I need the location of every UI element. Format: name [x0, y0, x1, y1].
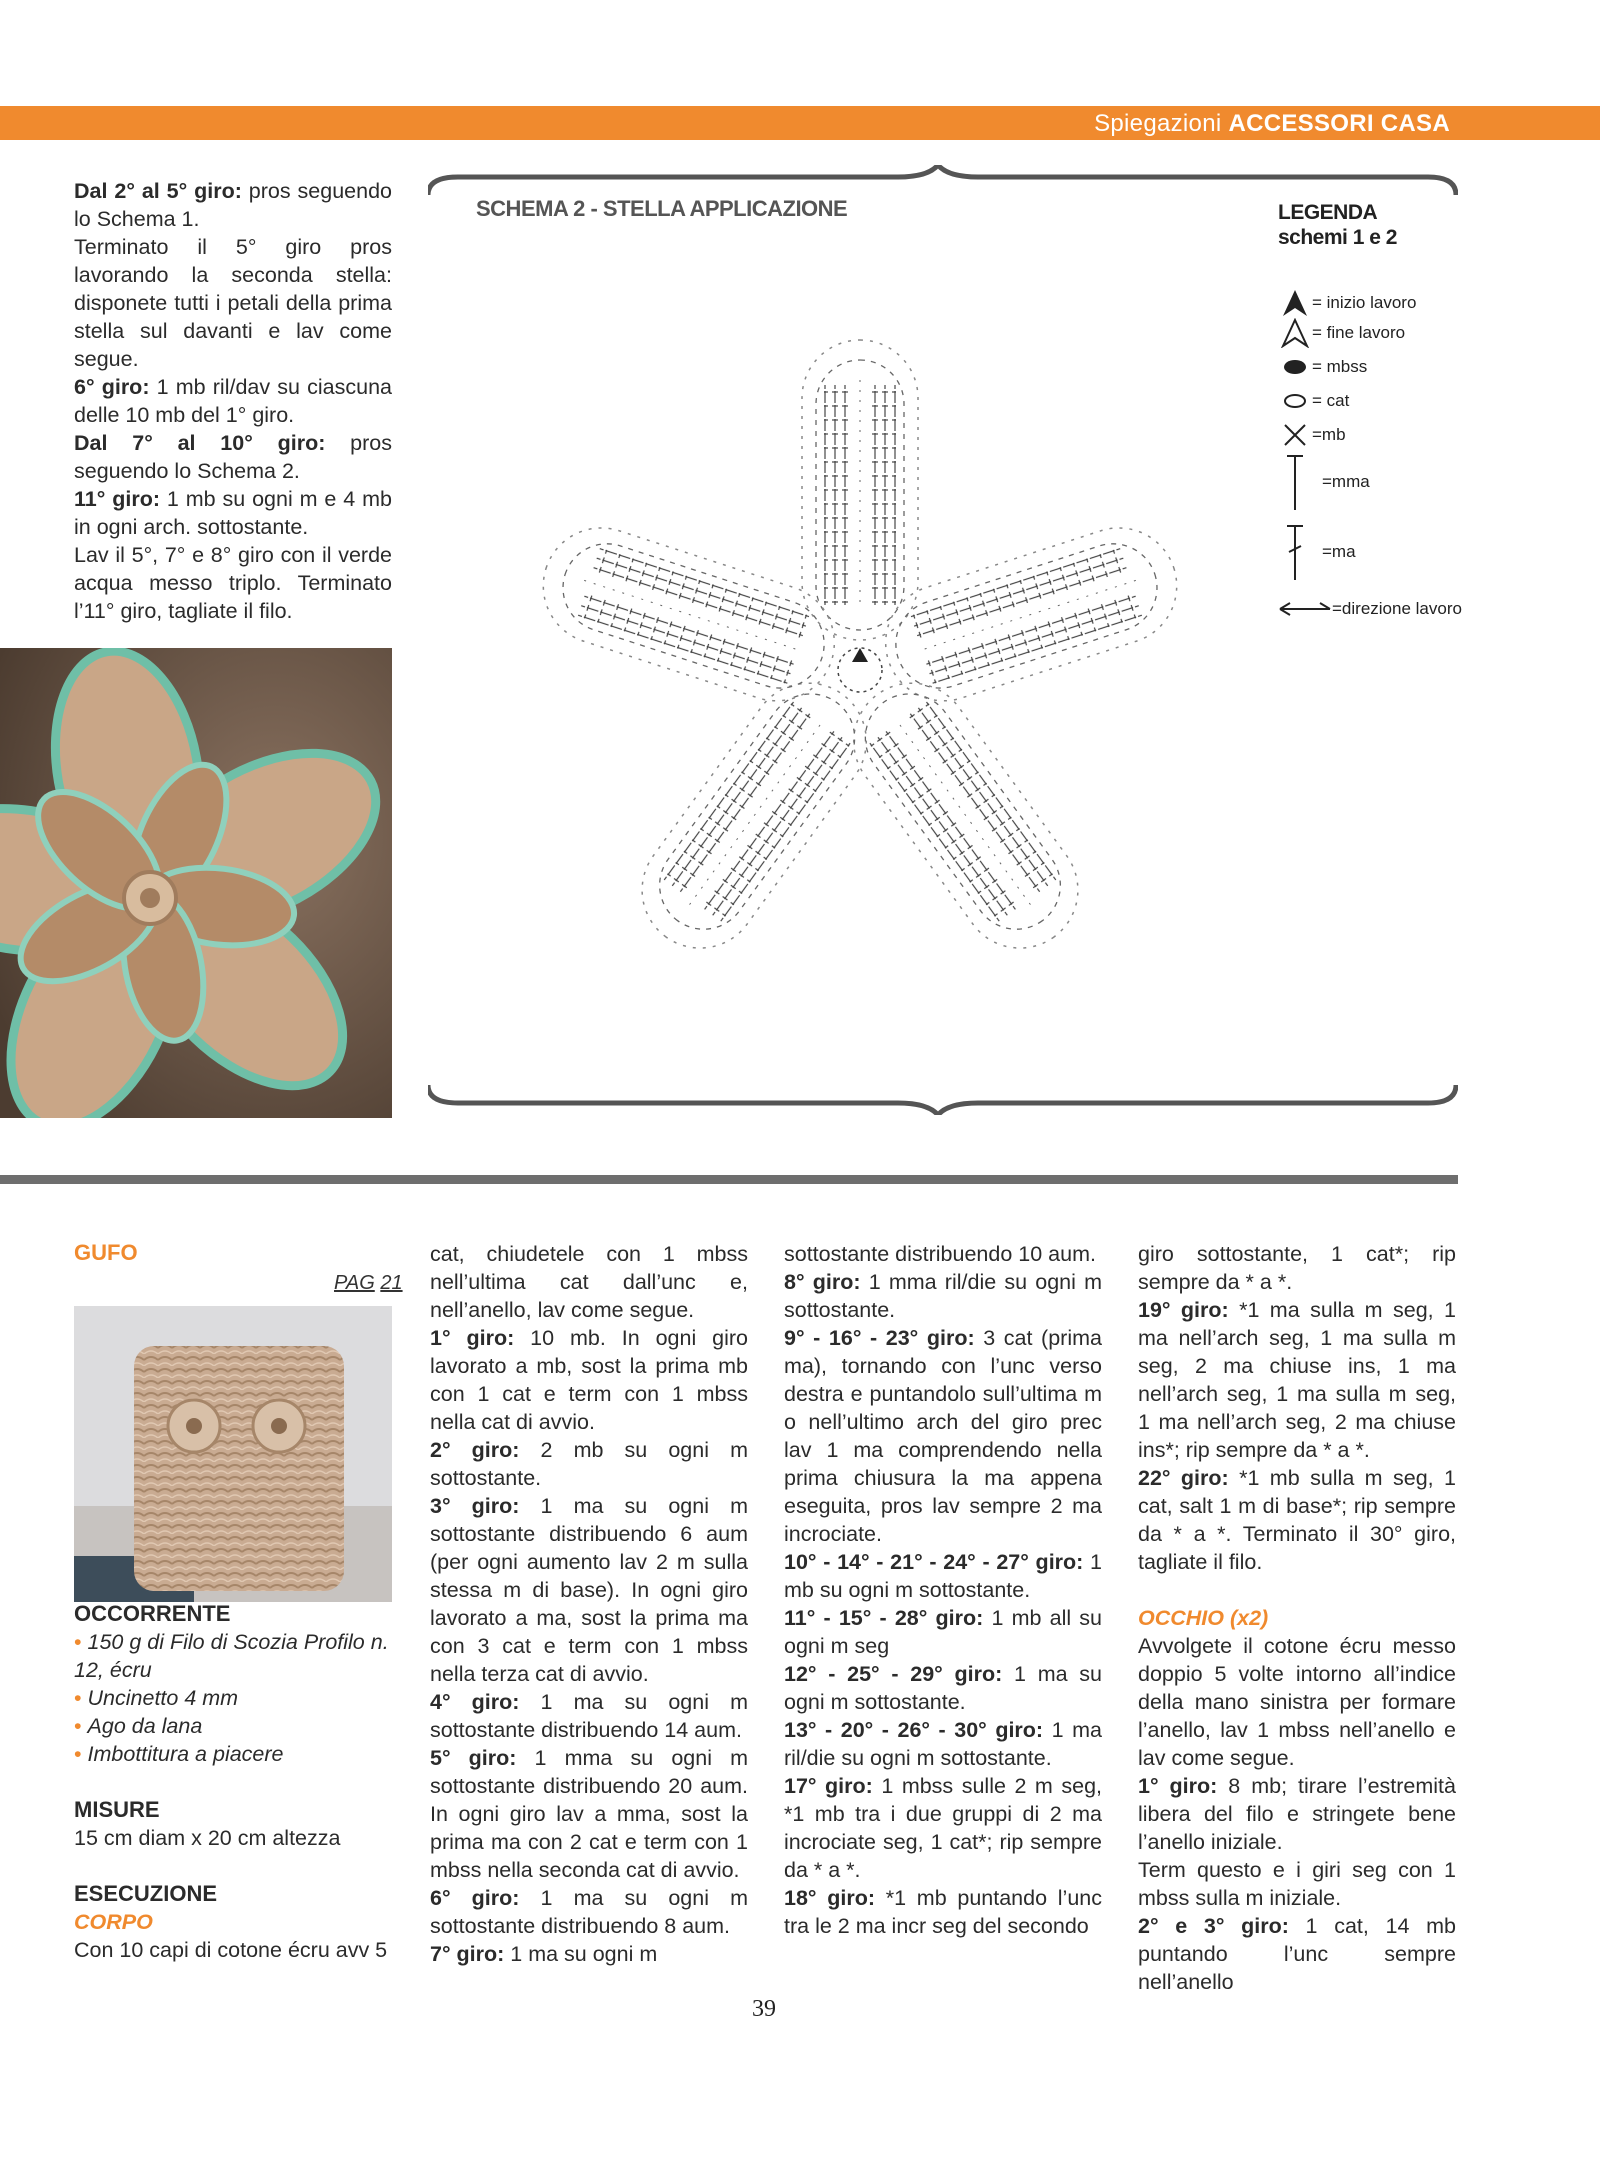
list-item: • Uncinetto 4 mm: [74, 1686, 239, 1710]
paragraph: [430, 1436, 748, 1492]
list-item: • Ago da lana: [74, 1714, 203, 1738]
para-bold: 8° giro:: [784, 1270, 861, 1294]
paragraph: [74, 485, 392, 541]
page-number: 39: [752, 1996, 776, 2022]
para-text: 3 cat (prima ma), tornando con l’unc verso destra e puntandolo sull’ultima m o nell’ultimo arch del giro prec lav 1 ma comprendendo nella prima chiusura la ma appena eseguita, pros lav sempre 2 ma incrociate.: [784, 1326, 1102, 1546]
filled-arrow-icon: [1278, 288, 1312, 318]
header-section: ACCESSORI CASA: [1228, 110, 1450, 137]
para-bold: 5° giro:: [430, 1746, 517, 1770]
top-left-text: [74, 177, 392, 625]
outline-oval-icon: [1278, 386, 1312, 416]
para-text: 1 ma su ogni m sottostante distribuendo 8 aum.: [430, 1886, 748, 1938]
paragraph: [1138, 1632, 1456, 1772]
paragraph: [430, 1492, 748, 1688]
legend-title: LEGENDA: [1278, 201, 1378, 224]
paragraph: [1138, 1912, 1456, 1996]
para-bold: 3° giro:: [430, 1494, 520, 1518]
paragraph: [784, 1604, 1102, 1660]
para-text: giro sottostante, 1 cat*; rip sempre da * a *.: [1138, 1242, 1456, 1294]
paragraph: [74, 429, 392, 485]
para-text: *1 mb puntando l’unc tra le 2 ma incr seg del secondo: [784, 1886, 1102, 1938]
header-bar: [0, 106, 1600, 140]
outline-arrow-icon: [1278, 318, 1312, 348]
para-bold: Dal 7° al 10° giro:: [74, 431, 326, 455]
occorrente-title: OCCORRENTE: [74, 1601, 231, 1626]
paragraph: [784, 1772, 1102, 1884]
para-text: *1 mb sulla m seg, 1 cat, salt 1 m di base*; rip sempre da * a *. Terminato il 30° giro, tagliate il filo.: [1138, 1466, 1456, 1574]
para-text: 1 mma su ogni m sottostante distribuendo 20 aum. In ogni giro lav a mma, sost la prima ma con 2 cat e term con 1 mbss nella seconda cat di avvio.: [430, 1746, 748, 1882]
paragraph: [430, 1240, 748, 1324]
para-bold: 6° giro:: [430, 1886, 520, 1910]
para-text: 10 mb. In ogni giro lavorato a mb, sost la prima mb con 1 cat e term con 1 mbss nella cat di avvio.: [430, 1326, 749, 1434]
para-bold: 11° - 15° - 28° giro:: [784, 1606, 984, 1630]
legend-label: =mb: [1312, 425, 1346, 444]
paragraph: [1138, 1296, 1456, 1464]
pag-label: PAG: [334, 1272, 375, 1294]
gufo-column-4: [1138, 1240, 1456, 1996]
paragraph: [74, 233, 392, 373]
para-text: 1 ma su ogni m: [504, 1942, 658, 1966]
filled-oval-icon: [1278, 352, 1312, 382]
double-arrow-icon: [1278, 594, 1332, 624]
para-text: 1 mma ril/die su ogni m sottostante.: [784, 1270, 1103, 1322]
misure-text: 15 cm diam x 20 cm altezza: [74, 1826, 341, 1850]
para-bold: 2° giro:: [430, 1438, 520, 1462]
list-item-text: Imbottitura a piacere: [87, 1742, 284, 1766]
para-bold: 17° giro:: [784, 1774, 873, 1798]
cross-icon: [1278, 420, 1312, 450]
para-text: pros seguendo lo Schema 1.: [74, 179, 392, 231]
para-bold: 1° giro:: [430, 1326, 515, 1350]
paragraph: [784, 1716, 1102, 1772]
list-item-text: Uncinetto 4 mm: [87, 1686, 239, 1710]
legend-row: [1278, 318, 1405, 348]
paragraph: [430, 1884, 748, 1940]
para-bold: 13° - 20° - 26° - 30° giro:: [784, 1718, 1044, 1742]
para-text: pros seguendo lo Schema 2.: [74, 431, 392, 483]
para-text: 1 mb ril/dav su ciascuna delle 10 mb del 1° giro.: [74, 375, 393, 427]
para-text: Terminato il 5° giro pros lavorando la seconda stella: disponete tutti i petali della prima stella sul davanti e lav come segue.: [74, 235, 392, 371]
legend-label: =direzione lavoro: [1332, 599, 1462, 618]
paragraph: [430, 1688, 748, 1744]
crochet-flower-photo: [0, 648, 392, 1118]
pag-number: 21: [380, 1272, 403, 1294]
para-text: *1 ma sulla m seg, 1 ma nell’arch seg, 1 ma sulla m seg, 2 ma chiuse ins, 1 ma nell’arch seg, 1 ma sulla m seg, 1 ma nell’arch seg, 2 ma chiuse ins*; rip sempre da * a *.: [1138, 1298, 1456, 1462]
para-text: 1 mb su ogni m sottostante.: [784, 1550, 1102, 1602]
corpo-text: Con 10 capi di cotone écru avv 5: [74, 1938, 388, 1962]
paragraph: [430, 1940, 748, 1968]
para-bold: 9° - 16° - 23° giro:: [784, 1326, 975, 1350]
para-bold: 22° giro:: [1138, 1466, 1229, 1490]
esecuzione-title: ESECUZIONE: [74, 1881, 218, 1906]
tall-t-icon: [1278, 452, 1312, 512]
legend-row: [1278, 452, 1370, 512]
paragraph: [74, 541, 392, 625]
paragraph: [784, 1324, 1102, 1548]
schema-title: SCHEMA 2 - STELLA APPLICAZIONE: [476, 196, 848, 221]
paragraph: [784, 1240, 1102, 1268]
para-bold: 19° giro:: [1138, 1298, 1229, 1322]
misure-title: MISURE: [74, 1797, 160, 1822]
header-title: [1094, 110, 1450, 138]
list-item-text: 150 g di Filo di Scozia Profilo n. 12, écru: [74, 1630, 389, 1682]
para-bold: 1° giro:: [1138, 1774, 1218, 1798]
paragraph: [1138, 1240, 1456, 1296]
paragraph: [430, 1744, 748, 1884]
para-text: 1 ma su ogni m sottostante distribuendo 6 aum (per ogni aumento lav 2 m sulla stessa m di base). In ogni giro lavorato a ma, sost la prima ma con 3 cat e term con 1 mbss nella terza cat di avvio.: [430, 1494, 748, 1686]
para-bold: 12° - 25° - 29° giro:: [784, 1662, 1003, 1686]
legend: [1278, 200, 1478, 618]
star-diagram: [420, 240, 1280, 1080]
legend-row: [1278, 594, 1462, 624]
para-text: 1 mb su ogni m e 4 mb in ogni arch. sottostante.: [74, 487, 392, 539]
para-text: 1 ma ril/die su ogni m sottostante.: [784, 1718, 1103, 1770]
legend-subtitle: schemi 1 e 2: [1278, 226, 1397, 249]
section-divider: [0, 1175, 1458, 1184]
para-text: cat, chiudetele con 1 mbss nell’ultima cat dall’unc e, nell’anello, lav come segue.: [430, 1242, 748, 1322]
paragraph: [1138, 1772, 1456, 1856]
legend-label: = inizio lavoro: [1312, 293, 1417, 312]
para-text: 1 mbss sulle 2 m seg, *1 mb tra i due gruppi di 2 ma incrociate seg, 1 cat*; rip sempre da * a *.: [784, 1774, 1102, 1882]
paragraph: [784, 1268, 1102, 1324]
paragraph: [74, 373, 392, 429]
para-text: 1 cat, 14 mb puntando l’unc sempre nell’anello: [1138, 1914, 1456, 1994]
occhio-title: OCCHIO (x2): [1138, 1606, 1269, 1630]
list-item: • Imbottitura a piacere: [74, 1742, 284, 1766]
para-text: 2 mb su ogni m sottostante.: [430, 1438, 748, 1490]
para-text: 1 ma su ogni m sottostante.: [784, 1662, 1103, 1714]
legend-row: [1278, 288, 1416, 318]
paragraph: [1138, 1464, 1456, 1576]
gufo-column-3: [784, 1240, 1102, 1940]
paragraph: [784, 1884, 1102, 1940]
para-bold: 4° giro:: [430, 1690, 520, 1714]
para-bold: 18° giro:: [784, 1886, 876, 1910]
paragraph: [784, 1660, 1102, 1716]
para-text: 1 mb all su ogni m seg: [784, 1606, 1102, 1658]
legend-label: = cat: [1312, 391, 1350, 410]
gufo-title: GUFO: [74, 1240, 138, 1265]
paragraph: [784, 1548, 1102, 1604]
legend-row: [1278, 522, 1356, 582]
para-text: Avvolgete il cotone écru messo doppio 5 volte intorno all’indice della mano sinistra per formare l’anello, lav 1 mbss nell’anello e lav come segue.: [1138, 1634, 1456, 1770]
para-text: 1 ma su ogni m sottostante distribuendo 14 aum.: [430, 1690, 748, 1742]
para-bold: Dal 2° al 5° giro:: [74, 179, 242, 203]
list-item-text: Ago da lana: [87, 1714, 203, 1738]
gufo-column-2: [430, 1240, 748, 1968]
para-text: Term questo e i giri seg con 1 mbss sulla m iniziale.: [1138, 1858, 1456, 1910]
legend-label: = mbss: [1312, 357, 1368, 376]
para-bold: 7° giro:: [430, 1942, 505, 1966]
legend-row: [1278, 420, 1346, 450]
para-text: sottostante distribuendo 10 aum.: [784, 1242, 1096, 1266]
corpo-title: CORPO: [74, 1910, 153, 1934]
para-text: 8 mb; tirare l’estremità libera del filo e stringete bene l’anello iniziale.: [1138, 1774, 1456, 1854]
list-item: • 150 g di Filo di Scozia Profilo n. 12, écru: [74, 1630, 389, 1682]
header-prefix: Spiegazioni: [1094, 110, 1222, 137]
legend-label: =mma: [1322, 472, 1370, 491]
legend-row: [1278, 352, 1367, 382]
paragraph: [1138, 1856, 1456, 1912]
paragraph: [430, 1324, 748, 1436]
legend-row: [1278, 386, 1349, 416]
gufo-column-1: [74, 1600, 392, 1964]
para-text: Lav il 5°, 7° e 8° giro con il verde acqua messo triplo. Terminato l’11° giro, tagliate il filo.: [74, 543, 392, 623]
legend-label: = fine lavoro: [1312, 323, 1406, 342]
paragraph: [74, 177, 392, 233]
crossed-t-icon: [1278, 522, 1312, 582]
crochet-owl-photo: [74, 1306, 392, 1602]
para-bold: 6° giro:: [74, 375, 150, 399]
page-reference: [334, 1272, 403, 1295]
para-bold: 10° - 14° - 21° - 24° - 27° giro:: [784, 1550, 1084, 1574]
legend-label: =ma: [1322, 542, 1356, 561]
para-bold: 11° giro:: [74, 487, 160, 511]
para-bold: 2° e 3° giro:: [1138, 1914, 1289, 1938]
